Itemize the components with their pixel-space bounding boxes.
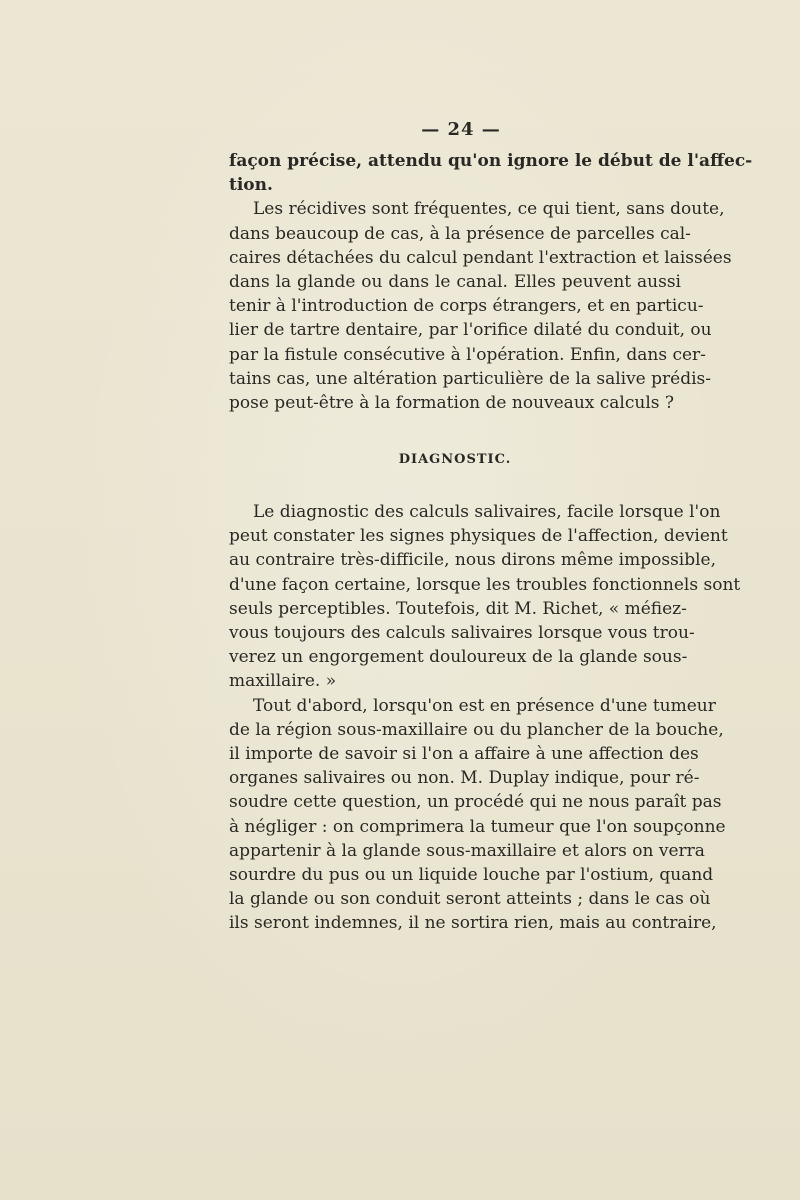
text-line: organes salivaires ou non. M. Duplay indique, pour ré- <box>229 768 700 789</box>
text-line: ils seront indemnes, il ne sortira rien, mais au contraire, <box>229 913 717 934</box>
text-line: Tout d'abord, lorsqu'on est en présence d'une tumeur <box>253 695 716 716</box>
text-line: soudre cette question, un procédé qui ne nous paraît pas <box>229 792 722 813</box>
text-line: seuls perceptibles. Toutefois, dit M. Richet, « méfiez- <box>229 598 687 619</box>
section-heading: DIAGNOSTIC. <box>398 452 512 468</box>
text-line: pose peut-être à la formation de nouveaux calculs ? <box>229 392 674 413</box>
text-line: d'une façon certaine, lorsque les troubles fonctionnels sont <box>229 574 741 595</box>
text-line: sourdre du pus ou un liquide louche par l'ostium, quand <box>229 864 714 885</box>
text-line: tains cas, une altération particulière de la salive prédis- <box>229 368 712 389</box>
text-line: dans beaucoup de cas, à la présence de parcelles cal- <box>229 223 691 244</box>
text-line: caires détachées du calcul pendant l'extraction et laissées <box>229 247 732 268</box>
text-line: de la région sous-maxillaire ou du plancher de la bouche, <box>229 719 724 740</box>
text-line: tion. <box>229 175 273 196</box>
paragraph-4 <box>229 694 726 936</box>
text-line: Le diagnostic des calculs salivaires, facile lorsque l'on <box>253 502 721 523</box>
text-line: appartenir à la glande sous-maxillaire et alors on verra <box>229 840 705 861</box>
text-line: façon précise, attendu qu'on ignore le début de l'affec- <box>229 151 753 171</box>
paragraph-2 <box>229 197 732 415</box>
text-block <box>229 118 753 935</box>
text-line: peut constater les signes physiques de l'affection, devient <box>229 526 728 547</box>
text-line: il importe de savoir si l'on a affaire à une affection des <box>229 743 699 764</box>
text-line: tenir à l'introduction de corps étrangers, et en particu- <box>229 296 704 317</box>
page-number: — 24 — <box>421 119 501 140</box>
text-line: au contraire très-difficile, nous dirons même impossible, <box>229 550 717 571</box>
text-line: Les récidives sont fréquentes, ce qui tient, sans doute, <box>253 199 725 220</box>
text-line: verez un engorgement douloureux de la glande sous- <box>229 647 688 668</box>
paragraph-1 <box>229 149 753 197</box>
text-line: vous toujours des calculs salivaires lorsque vous trou- <box>229 623 695 643</box>
text-line: maxillaire. » <box>229 671 337 692</box>
text-line: la glande ou son conduit seront atteints ; dans le cas où <box>229 889 711 910</box>
text-line: dans la glande ou dans le canal. Elles peuvent aussi <box>229 271 681 292</box>
text-line: lier de tartre dentaire, par l'orifice dilaté du conduit, ou <box>229 320 712 341</box>
text-line: à négliger : on comprimera la tumeur que l'on soupçonne <box>229 816 726 837</box>
text-line: par la fistule consécutive à l'opération. Enfin, dans cer- <box>229 344 706 365</box>
paragraph-3 <box>229 500 741 694</box>
